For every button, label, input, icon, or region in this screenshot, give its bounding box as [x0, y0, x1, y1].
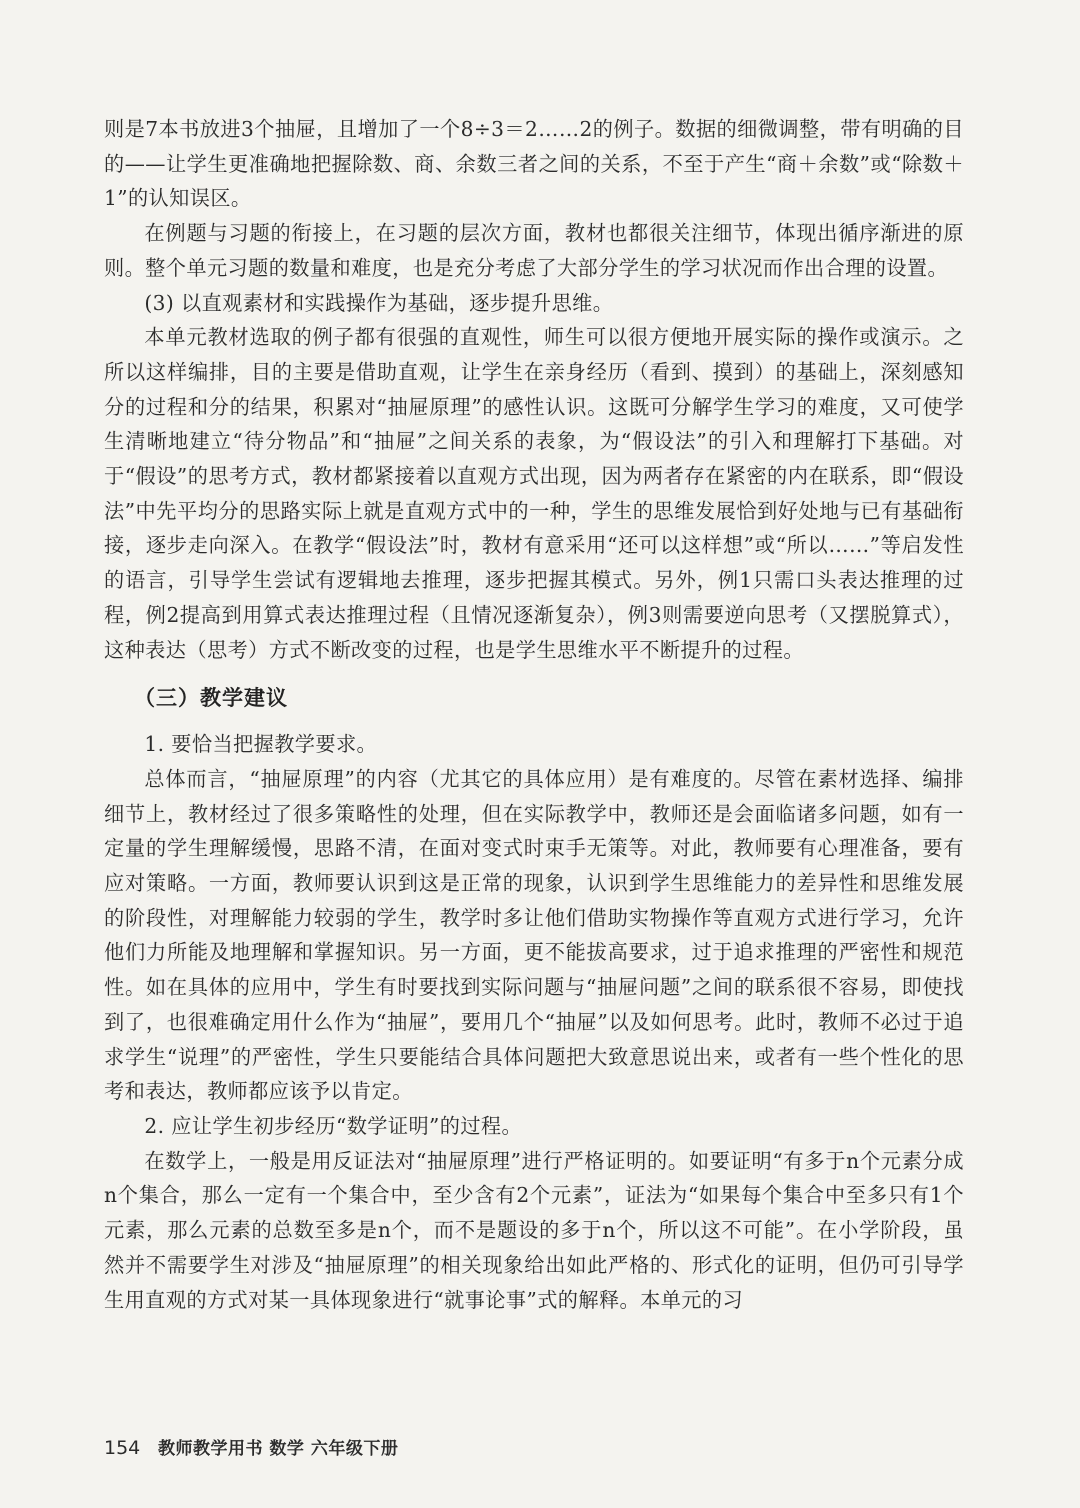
section-heading: （三）教学建议 — [134, 686, 288, 711]
paragraph-5: 1. 要恰当把握教学要求。 — [144, 732, 378, 757]
page-footer — [104, 1436, 398, 1461]
paragraph-2: 在例题与习题的衔接上，在习题的层次方面，教材也都很关注细节，体现出循序渐进的原则。整个单元习题的数量和难度，也是充分考虑了大部分学生的学习状况而作出合理的设置。 — [104, 221, 964, 280]
paragraph-3: (3) 以直观素材和实践操作为基础，逐步提升思维。 — [144, 290, 614, 315]
paragraph-8: 在数学上，一般是用反证法对“抽屉原理”进行严格证明的。如要证明“有多于n个元素分成n个集合，那么一定有一个集合中，至少含有2个元素”，证法为“如果每个集合中至多只有1个元素，那么元素的总数至多是n个，而不是题设的多于n个，所以这不可能”。在小学阶段，虽然并不需要学生对涉及“抽屉原理”的相关现象给出如此严格的、形式化的证明，但仍可引导学生用直观的方式对某一具体现象进行“就事论事”式的解释。本单元的习 — [104, 1148, 964, 1312]
paragraph-6: 总体而言，“抽屉原理”的内容（尤其它的具体应用）是有难度的。尽管在素材选择、编排细节上，教材经过了很多策略性的处理，但在实际教学中，教师还是会面临诸多问题，如有一定量的学生理解缓慢，思路不清，在面对变式时束手无策等。对此，教师要有心理准备，要有应对策略。一方面，教师要认识到这是正常的现象，认识到学生思维能力的差异性和思维发展的阶段性，对理解能力较弱的学生，教学时多让他们借助实物操作等直观方式进行学习，允许他们力所能及地理解和掌握知识。另一方面，更不能拔高要求，过于追求推理的严密性和规范性。如在具体的应用中，学生有时要找到实际问题与“抽屉问题”之间的联系很不容易，即使找到了，也很难确定用什么作为“抽屉”，要用几个“抽屉”以及如何思考。此时，教师不必过于追求学生“说理”的严密性，学生只要能结合具体问题把大致意思说出来，或者有一些个性化的思考和表达，教师都应该予以肯定。 — [104, 766, 964, 1104]
book-title: 教师教学用书 数学 六年级下册 — [158, 1439, 399, 1459]
page-number: 154 — [104, 1437, 141, 1459]
paragraph-7: 2. 应让学生初步经历“数学证明”的过程。 — [144, 1113, 523, 1138]
page-body — [104, 112, 964, 1317]
paragraph-4: 本单元教材选取的例子都有很强的直观性，师生可以很方便地开展实际的操作或演示。之所以这样编排，目的主要是借助直观，让学生在亲身经历（看到、摸到）的基础上，深刻感知分的过程和分的结果，积累对“抽屉原理”的感性认识。这既可分解学生学习的难度，又可使学生清晰地建立“待分物品”和“抽屉”之间关系的表象，为“假设法”的引入和理解打下基础。对于“假设”的思考方式，教材都紧接着以直观方式出现，因为两者存在紧密的内在联系，即“假设法”中先平均分的思路实际上就是直观方式中的一种，学生的思维发展恰到好处地与已有基础衔接，逐步走向深入。在教学“假设法”时，教材有意采用“还可以这样想”或“所以……”等启发性的语言，引导学生尝试有逻辑地去推理，逐步把握其模式。另外，例1只需口头表达推理的过程，例2提高到用算式表达推理过程（且情况逐渐复杂），例3则需要逆向思考（又摆脱算式），这种表达（思考）方式不断改变的过程，也是学生思维水平不断提升的过程。 — [104, 325, 964, 662]
paragraph-1: 则是7本书放进3个抽屉，且增加了一个8÷3＝2……2的例子。数据的细微调整，带有明确的目的——让学生更准确地把握除数、商、余数三者之间的关系，不至于产生“商＋余数”或“除数＋1”的认知误区。 — [104, 117, 964, 211]
